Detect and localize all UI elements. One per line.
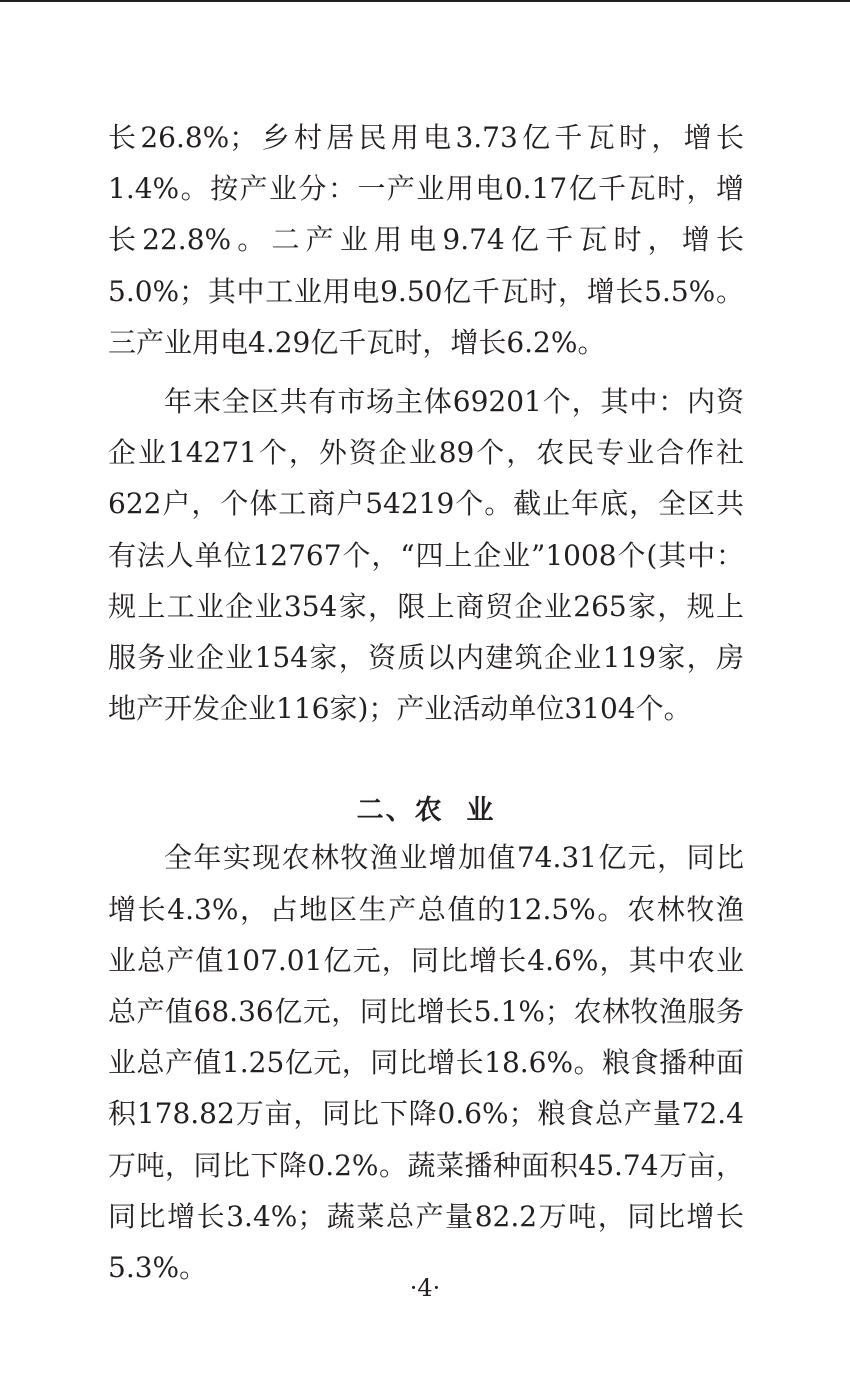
- paragraph-agriculture: 全年实现农林牧渔业增加值74.31亿元，同比增长4.3%，占地区生产总值的12.5%。农林牧渔业总产值107.01亿元，同比增长4.6%，其中农业总产值68.36亿元，同比增长5.1%；农林牧渔服务业总产值1.25亿元，同比增长18.6%。粮食播种面积178.82万亩，同比下降0.6%；粮食总产量72.4万吨，同比下降0.2%。蔬菜播种面积45.74万亩，同比增长3.4%；蔬菜总产量82.2万吨，同比增长5.3%。: [108, 841, 744, 1285]
- page-body: [108, 112, 744, 1293]
- paragraph-electricity-continued: 长26.8%；乡村居民用电3.73亿千瓦时，增长1.4%。按产业分：一产业用电0.17亿千瓦时，增长22.8%。二产业用电9.74亿千瓦时，增长5.0%；其中工业用电9.50亿千瓦时，增长5.5%。三产业用电4.29亿千瓦时，增长6.2%。: [108, 121, 744, 359]
- top-border-rule: [0, 0, 850, 2]
- paragraph-spacer: [108, 368, 744, 376]
- page-number: ·4·: [409, 1274, 441, 1302]
- paragraph-market-entities: 年末全区共有市场主体69201个，其中：内资企业14271个，外资企业89个，农民专业合作社622户，个体工商户54219个。截止年底，全区共有法人单位12767个，“四上企业”1008个(其中：规上工业企业354家，限上商贸企业265家，规上服务业企业154家，资质以内建筑企业119家，房地产开发企业116家)；产业活动单位3104个。: [108, 385, 744, 726]
- section-title-text: 二、农 业: [356, 795, 496, 827]
- section-title-agriculture: [108, 790, 744, 832]
